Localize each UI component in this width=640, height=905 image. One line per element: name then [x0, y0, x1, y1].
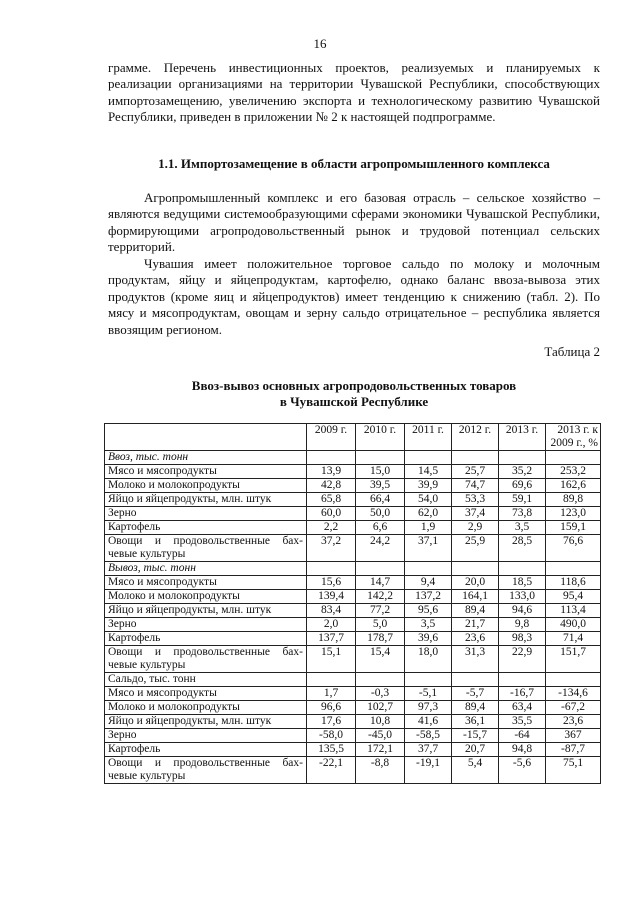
value-cell: -134,6 — [546, 687, 601, 701]
value-cell: 14,7 — [356, 576, 405, 590]
value-cell: 23,6 — [546, 715, 601, 729]
import-export-table — [104, 423, 601, 784]
value-cell: 18,5 — [499, 576, 546, 590]
value-cell: 37,2 — [307, 535, 356, 562]
value-cell: 1,9 — [405, 521, 452, 535]
value-cell: 76,6 — [546, 535, 601, 562]
value-cell: 31,3 — [452, 646, 499, 673]
row-label-line-1: Овощи и продовольственные бах- — [108, 535, 303, 547]
value-cell: -5,7 — [452, 687, 499, 701]
row-label-line-2: чевые культуры — [108, 659, 186, 671]
row-label-line-1: Овощи и продовольственные бах- — [108, 646, 303, 658]
value-cell: 21,7 — [452, 618, 499, 632]
value-cell: 10,8 — [356, 715, 405, 729]
empty-cell — [307, 562, 356, 576]
value-cell: 113,4 — [546, 604, 601, 618]
empty-cell — [546, 451, 601, 465]
value-cell: 135,5 — [307, 743, 356, 757]
value-cell: 2,0 — [307, 618, 356, 632]
header-cell: 2009 г. — [307, 424, 356, 451]
header-cell: 2012 г. — [452, 424, 499, 451]
value-cell: 54,0 — [405, 493, 452, 507]
section-row — [105, 451, 601, 465]
table-row — [105, 590, 601, 604]
value-cell: 6,6 — [356, 521, 405, 535]
value-cell: 137,7 — [307, 632, 356, 646]
row-label: Картофель — [105, 743, 307, 757]
value-cell: -5,6 — [499, 757, 546, 784]
value-cell: 20,0 — [452, 576, 499, 590]
value-cell: 39,9 — [405, 479, 452, 493]
value-cell: -8,8 — [356, 757, 405, 784]
row-label-line-2: чевые культуры — [108, 770, 186, 782]
empty-cell — [356, 673, 405, 687]
value-cell: 63,4 — [499, 701, 546, 715]
value-cell: 37,7 — [405, 743, 452, 757]
section-title: Ввоз, тыс. тонн — [105, 451, 307, 465]
value-cell: -45,0 — [356, 729, 405, 743]
intro-paragraph: грамме. Перечень инвестиционных проектов, реализуемых и планируемых к реализации организациями на территории Чувашской Республики, способствующих импортозамещению, увеличению экспорта и технологическому развитию Чувашской Республики, приведен в приложении № 2 к настоящей подпрограмме. — [108, 60, 600, 125]
table-row — [105, 729, 601, 743]
value-cell: 94,8 — [499, 743, 546, 757]
value-cell: -5,1 — [405, 687, 452, 701]
value-cell: 137,2 — [405, 590, 452, 604]
row-label: Яйцо и яйцепродукты, млн. штук — [105, 604, 307, 618]
value-cell: 102,7 — [356, 701, 405, 715]
row-label: Зерно — [105, 729, 307, 743]
value-cell: 39,6 — [405, 632, 452, 646]
value-cell: 18,0 — [405, 646, 452, 673]
value-cell: 23,6 — [452, 632, 499, 646]
value-cell: 367 — [546, 729, 601, 743]
value-cell: 17,6 — [307, 715, 356, 729]
row-label: Зерно — [105, 618, 307, 632]
value-cell: 69,6 — [499, 479, 546, 493]
value-cell: 77,2 — [356, 604, 405, 618]
value-cell: 39,5 — [356, 479, 405, 493]
value-cell: -16,7 — [499, 687, 546, 701]
value-cell: 9,8 — [499, 618, 546, 632]
row-label-line-1: Овощи и продовольственные бах- — [108, 757, 303, 769]
table-row — [105, 535, 601, 562]
value-cell: 95,4 — [546, 590, 601, 604]
value-cell: -58,0 — [307, 729, 356, 743]
empty-cell — [499, 451, 546, 465]
table-row — [105, 715, 601, 729]
row-label: Яйцо и яйцепродукты, млн. штук — [105, 715, 307, 729]
empty-cell — [405, 451, 452, 465]
value-cell: 253,2 — [546, 465, 601, 479]
header-cell: 2010 г. — [356, 424, 405, 451]
value-cell: 133,0 — [499, 590, 546, 604]
value-cell: 5,0 — [356, 618, 405, 632]
value-cell: 53,3 — [452, 493, 499, 507]
paragraph-trade-balance: Чувашия имеет положительное торговое сальдо по молоку и молочным продуктам, яйцу и яйцепродуктам, картофелю, однако баланс ввоза-вывоза этих продуктов (кроме яиц и яйцепродуктов) имеет тенденцию к снижению (табл. 2). По мясу и мясопродуктам, овощам и зерну сальдо отрицательное – республика является ввозящим регионом. — [108, 256, 600, 337]
row-label: Мясо и мясопродукты — [105, 465, 307, 479]
row-label: Зерно — [105, 507, 307, 521]
empty-cell — [356, 562, 405, 576]
row-label — [105, 646, 307, 673]
value-cell: 37,4 — [452, 507, 499, 521]
table-row — [105, 632, 601, 646]
header-cell-empty — [105, 424, 307, 451]
value-cell: 73,8 — [499, 507, 546, 521]
value-cell: 162,6 — [546, 479, 601, 493]
value-cell: -22,1 — [307, 757, 356, 784]
empty-cell — [307, 673, 356, 687]
section-row — [105, 562, 601, 576]
table-row — [105, 743, 601, 757]
table-row — [105, 701, 601, 715]
empty-cell — [546, 562, 601, 576]
value-cell: 123,0 — [546, 507, 601, 521]
value-cell: 5,4 — [452, 757, 499, 784]
value-cell: 2,2 — [307, 521, 356, 535]
paragraph-agro-complex: Агропромышленный комплекс и его базовая отрасль – сельское хозяйство – являются ведущими системообразующими сферами экономики Чувашской Республики, формирующими агропродовольственный рынок и трудовой потенциал сельских территорий. — [108, 190, 600, 255]
empty-cell — [499, 673, 546, 687]
value-cell: 172,1 — [356, 743, 405, 757]
value-cell: 41,6 — [405, 715, 452, 729]
header-cell: 2013 г. — [499, 424, 546, 451]
value-cell: 35,5 — [499, 715, 546, 729]
table-row — [105, 646, 601, 673]
table-row — [105, 521, 601, 535]
value-cell: 1,7 — [307, 687, 356, 701]
header-cell: 2013 г. к 2009 г., % — [546, 424, 601, 451]
table-header — [105, 424, 601, 451]
header-row — [105, 424, 601, 451]
value-cell: 89,4 — [452, 701, 499, 715]
value-cell: 36,1 — [452, 715, 499, 729]
value-cell: 25,7 — [452, 465, 499, 479]
section-title: Сальдо, тыс. тонн — [105, 673, 307, 687]
section-row — [105, 673, 601, 687]
table-label: Таблица 2 — [544, 344, 600, 359]
value-cell: 151,7 — [546, 646, 601, 673]
value-cell: 60,0 — [307, 507, 356, 521]
value-cell: -87,7 — [546, 743, 601, 757]
table-title-line-1: Ввоз-вывоз основных агропродовольственных товаров — [191, 378, 517, 393]
table-row — [105, 687, 601, 701]
value-cell: 42,8 — [307, 479, 356, 493]
value-cell: -15,7 — [452, 729, 499, 743]
row-label: Картофель — [105, 521, 307, 535]
page-number: 16 — [313, 36, 327, 51]
table-row — [105, 479, 601, 493]
value-cell: 74,7 — [452, 479, 499, 493]
value-cell: 59,1 — [499, 493, 546, 507]
value-cell: 25,9 — [452, 535, 499, 562]
value-cell: 97,3 — [405, 701, 452, 715]
value-cell: 28,5 — [499, 535, 546, 562]
value-cell: 3,5 — [405, 618, 452, 632]
table-row — [105, 618, 601, 632]
value-cell: 89,8 — [546, 493, 601, 507]
value-cell: 15,6 — [307, 576, 356, 590]
value-cell: 94,6 — [499, 604, 546, 618]
row-label — [105, 535, 307, 562]
value-cell: 35,2 — [499, 465, 546, 479]
empty-cell — [452, 673, 499, 687]
value-cell: 2,9 — [452, 521, 499, 535]
empty-cell — [452, 451, 499, 465]
value-cell: 15,1 — [307, 646, 356, 673]
table-row — [105, 507, 601, 521]
value-cell: 142,2 — [356, 590, 405, 604]
value-cell: 22,9 — [499, 646, 546, 673]
value-cell: 118,6 — [546, 576, 601, 590]
value-cell: 164,1 — [452, 590, 499, 604]
row-label: Мясо и мясопродукты — [105, 687, 307, 701]
value-cell: 95,6 — [405, 604, 452, 618]
empty-cell — [307, 451, 356, 465]
section-title: Вывоз, тыс. тонн — [105, 562, 307, 576]
row-label-line-2: чевые культуры — [108, 548, 186, 560]
empty-cell — [546, 673, 601, 687]
empty-cell — [452, 562, 499, 576]
table-body — [105, 451, 601, 784]
value-cell: 89,4 — [452, 604, 499, 618]
row-label — [105, 757, 307, 784]
header-cell: 2011 г. — [405, 424, 452, 451]
value-cell: -0,3 — [356, 687, 405, 701]
value-cell: 13,9 — [307, 465, 356, 479]
empty-cell — [356, 451, 405, 465]
row-label: Молоко и молокопродукты — [105, 590, 307, 604]
value-cell: 96,6 — [307, 701, 356, 715]
value-cell: 75,1 — [546, 757, 601, 784]
section-heading: 1.1. Импортозамещение в области агропромышленного комплекса — [158, 156, 550, 171]
value-cell: 139,4 — [307, 590, 356, 604]
value-cell: 15,0 — [356, 465, 405, 479]
value-cell: 490,0 — [546, 618, 601, 632]
row-label: Молоко и молокопродукты — [105, 479, 307, 493]
empty-cell — [405, 673, 452, 687]
row-label: Картофель — [105, 632, 307, 646]
table-row — [105, 576, 601, 590]
empty-cell — [405, 562, 452, 576]
value-cell: 37,1 — [405, 535, 452, 562]
value-cell: 24,2 — [356, 535, 405, 562]
value-cell: 71,4 — [546, 632, 601, 646]
table-title — [108, 378, 600, 410]
value-cell: 3,5 — [499, 521, 546, 535]
value-cell: 178,7 — [356, 632, 405, 646]
value-cell: 66,4 — [356, 493, 405, 507]
table-title-line-2: в Чувашской Республике — [279, 394, 429, 409]
value-cell: 65,8 — [307, 493, 356, 507]
value-cell: 14,5 — [405, 465, 452, 479]
value-cell: 159,1 — [546, 521, 601, 535]
table-row — [105, 493, 601, 507]
value-cell: -67,2 — [546, 701, 601, 715]
row-label: Яйцо и яйцепродукты, млн. штук — [105, 493, 307, 507]
value-cell: 98,3 — [499, 632, 546, 646]
value-cell: 62,0 — [405, 507, 452, 521]
value-cell: -58,5 — [405, 729, 452, 743]
value-cell: 20,7 — [452, 743, 499, 757]
empty-cell — [499, 562, 546, 576]
value-cell: 83,4 — [307, 604, 356, 618]
value-cell: 15,4 — [356, 646, 405, 673]
value-cell: 9,4 — [405, 576, 452, 590]
table-row — [105, 465, 601, 479]
value-cell: -19,1 — [405, 757, 452, 784]
row-label: Мясо и мясопродукты — [105, 576, 307, 590]
table-row — [105, 757, 601, 784]
value-cell: 50,0 — [356, 507, 405, 521]
row-label: Молоко и молокопродукты — [105, 701, 307, 715]
value-cell: -64 — [499, 729, 546, 743]
table-row — [105, 604, 601, 618]
